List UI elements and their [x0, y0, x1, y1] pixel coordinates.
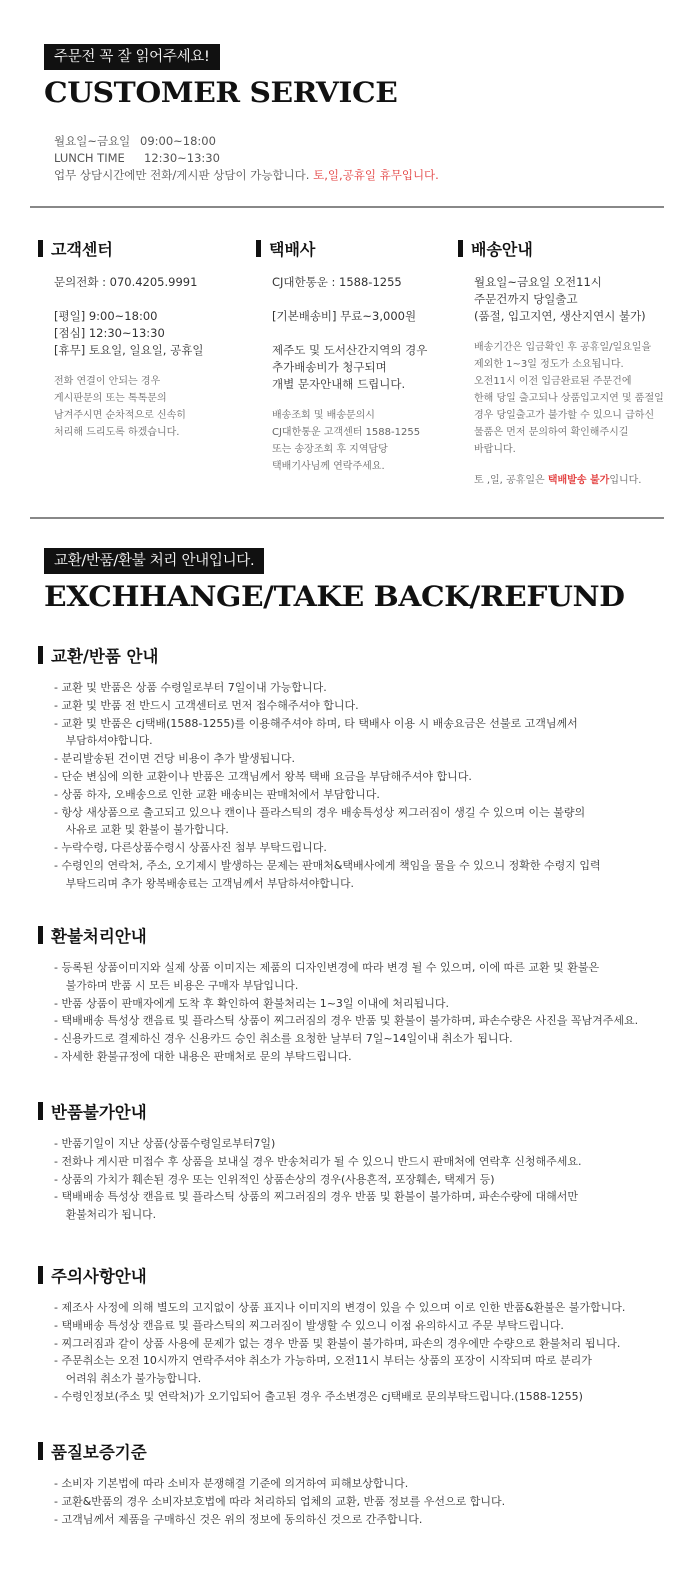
list-item: - 소비자 기본법에 따라 소비자 분쟁해결 기준에 의거하여 피해보상합니다.	[54, 1477, 409, 1490]
section-heading	[38, 644, 158, 666]
section-heading-label: 환불처리안내	[51, 927, 147, 946]
courier-fee: [기본배송비] 무료~3,000원	[272, 309, 417, 323]
list-item: - 택배배송 특성상 캔음료 및 플라스틱의 찌그러짐이 발생할 수 있으니 이점 유의하시고 주문 부탁드립니다.	[54, 1318, 564, 1332]
shipping-note-line: 바랍니다.	[474, 444, 516, 455]
list-item: - 상품의 가치가 훼손된 경우 또는 인위적인 상품손상의 경우(사용흔적, 포장훼손, 택제거 등)	[54, 1172, 495, 1186]
list-item: 부담하셔야합니다.	[65, 734, 153, 748]
section-heading	[38, 1264, 147, 1286]
courier-note-line: CJ대한통운 고객센터 1588-1255	[272, 427, 421, 438]
heading-bar	[38, 1266, 43, 1284]
no-shipping-label: 택배발송 불가	[547, 475, 610, 486]
courier-column	[256, 238, 456, 475]
section-heading	[38, 1100, 147, 1122]
courier-heading: 택배사	[256, 238, 456, 258]
service-closed: [휴무] 토요일, 일요일, 공휴일	[54, 343, 204, 357]
shipping-note-line: 제외한 1~3일 정도가 소요됩니다.	[474, 359, 624, 370]
list-item: - 누락수령, 다른상품수령시 상품사진 첨부 부탁드립니다.	[54, 841, 327, 855]
heading-bar	[38, 1102, 43, 1120]
hours-label: 월요일~금요일	[54, 134, 131, 148]
courier-island-line: 추가배송비가 청구되며	[272, 360, 387, 374]
heading-bar	[458, 240, 463, 257]
list-item: - 항상 새상품으로 출고되고 있으나 캔이나 플라스틱의 경우 배송특성상 찌그러짐이 생길 수 있으며 이는 불량의	[54, 805, 586, 819]
exchange-tag: 교환/반품/환불 처리 안내입니다.	[44, 548, 264, 574]
consult-notice: 업무 상담시간에만 전화/게시판 상담이 가능합니다.	[54, 168, 310, 182]
list-item: - 신용카드로 결제하신 경우 신용카드 승인 취소를 요청한 날부터 7일~14일이내 취소가 됩니다.	[54, 1032, 513, 1046]
section-heading-label: 교환/반품 안내	[51, 647, 159, 666]
service-note-line: 전화 연결이 안되는 경우	[54, 376, 161, 387]
courier-island-line: 제주도 및 도서산간지역의 경우	[272, 343, 428, 357]
hours-value: 09:00~18:00	[140, 134, 216, 148]
lunch-label: LUNCH TIME	[54, 151, 125, 165]
shipping-main-line: 월요일~금요일 오전11시	[474, 275, 602, 289]
section-heading-label: 반품불가안내	[51, 1103, 147, 1122]
courier-note-line: 택배기사님께 연락주세요.	[272, 461, 385, 472]
list-item: - 교환&반품의 경우 소비자보호법에 따라 처리하되 업체의 교환, 반품 정보를 우선으로 합니다.	[54, 1494, 506, 1508]
list-item: - 택배배송 특성상 캔음료 및 플라스틱 상품이 찌그러짐의 경우 반품 및 환불이 불가하며, 파손수량은 사진을 꼭남겨주세요.	[54, 1014, 639, 1028]
service-note-line: 처리해 드리도록 하겠습니다.	[54, 427, 180, 438]
shipping-note-line: 경우 당일출고가 불가할 수 있으니 급하신	[474, 410, 655, 421]
service-phone: 문의전화 : 070.4205.9991	[54, 275, 198, 289]
section-heading	[38, 924, 147, 946]
shipping-holiday-note: 토 ,일, 공휴일은 택배발송 불가입니다.	[474, 475, 642, 486]
courier-note-line: 또는 송장조회 후 지역담당	[272, 444, 388, 455]
courier-note-line: 배송조회 및 배송문의시	[272, 410, 375, 421]
list-item: - 전화나 게시판 미접수 후 상품을 보내실 경우 반송처리가 될 수 있으니 반드시 판매처에 연락후 신청해주세요.	[54, 1154, 582, 1168]
list-item: - 수령인정보(주소 및 연락처)가 오기입되어 출고된 경우 주소변경은 cj택배로 문의부탁드립니다.(1588-1255)	[54, 1389, 583, 1403]
section-list	[54, 1135, 674, 1224]
section-heading-label: 주의사항안내	[51, 1267, 147, 1286]
notice-tag: 주문전 꼭 잘 읽어주세요!	[44, 44, 220, 70]
courier-company: CJ대한통운 : 1588-1255	[272, 275, 402, 289]
list-item: - 제조사 사정에 의해 별도의 고지없이 상품 표지나 이미지의 변경이 있을 수 있으며 이로 인한 반품&환불은 불가합니다.	[54, 1301, 626, 1314]
section-list	[54, 959, 674, 1066]
shipping-main-line: 주문건까지 당일출고	[474, 292, 578, 306]
business-hours	[54, 133, 439, 184]
divider	[30, 517, 664, 519]
list-item: 사유로 교환 및 환불이 불가합니다.	[65, 823, 229, 837]
list-item: - 상품 하자, 오배송으로 인한 교환 배송비는 판매처에서 부담합니다.	[54, 787, 380, 801]
list-item: 불가하며 반품 시 모든 비용은 구매자 부담입니다.	[65, 978, 299, 992]
list-item: - 교환 및 반품은 cj택배(1588-1255)를 이용해주셔야 하며, 타 택배사 이용 시 배송요금은 선불로 고객님께서	[54, 716, 578, 730]
list-item: - 찌그러짐과 같이 상품 사용에 문제가 없는 경우 반품 및 환불이 불가하며, 파손의 경우에만 수량으로 환불처리 됩니다.	[54, 1336, 621, 1350]
service-lunch: [점심] 12:30~13:30	[54, 326, 165, 340]
shipping-column	[458, 238, 678, 489]
exchange-title: EXCHHANGE/TAKE BACK/REFUND	[44, 580, 625, 613]
list-item: - 교환 및 반품은 상품 수령일로부터 7일이내 가능합니다.	[54, 681, 327, 694]
list-item: 환불처리가 됩니다.	[65, 1208, 157, 1222]
courier-island-line: 개별 문자안내해 드립니다.	[272, 377, 406, 391]
section-list	[54, 1475, 674, 1528]
heading-bar	[256, 240, 261, 257]
list-item: - 고객님께서 제품을 구매하신 것은 위의 정보에 동의하신 것으로 간주합니다.	[54, 1512, 423, 1526]
service-center-column	[38, 238, 238, 441]
service-weekday: [평일] 9:00~18:00	[54, 309, 158, 323]
shipping-note-line: 배송기간은 입금확인 후 공휴일/일요일을	[474, 342, 652, 353]
shipping-note-line: 한해 당일 출고되나 상품입고지연 및 품절일	[474, 393, 664, 404]
list-item: - 교환 및 반품 전 반드시 고객센터로 먼저 접수해주셔야 합니다.	[54, 698, 359, 712]
heading-bar	[38, 240, 43, 257]
section-heading	[38, 1440, 147, 1462]
list-item: - 자세한 환불규정에 대한 내용은 판매처로 문의 부탁드립니다.	[54, 1049, 352, 1063]
section-heading-label: 품질보증기준	[51, 1443, 147, 1462]
list-item: - 수령인의 연락처, 주소, 오기제시 발생하는 문제는 판매처&택배사에게 책임을 물을 수 있으니 정확한 수령지 입력	[54, 858, 601, 872]
shipping-heading: 배송안내	[458, 238, 678, 258]
customer-service-title: CUSTOMER SERVICE	[44, 76, 398, 109]
service-note-line: 게시판문의 또는 톡톡문의	[54, 393, 167, 404]
closed-notice: 토,일,공휴일 휴무입니다.	[313, 168, 439, 182]
list-item: - 단순 변심에 의한 교환이나 반품은 고객님께서 왕복 택배 요금을 부담해주셔야 합니다.	[54, 769, 472, 783]
list-item: - 택배배송 특성상 캔음료 및 플라스틱 상품의 찌그러짐의 경우 반품 및 환불이 불가하며, 파손수량에 대해서만	[54, 1190, 578, 1204]
shipping-note-line: 물품은 먼저 문의하여 확인해주시길	[474, 427, 629, 438]
list-item: 부탁드리며 추가 왕복배송료는 고객님께서 부담하셔야합니다.	[65, 876, 354, 890]
service-center-heading: 고객센터	[38, 238, 238, 258]
shipping-main-line: (품절, 입고지연, 생산지연시 불가)	[474, 309, 646, 323]
service-note-line: 남겨주시면 순차적으로 신속히	[54, 410, 186, 421]
heading-bar	[38, 926, 43, 944]
list-item: - 분리발송된 건이면 건당 비용이 추가 발생됩니다.	[54, 752, 295, 766]
list-item: 어려워 취소가 불가능합니다.	[65, 1372, 202, 1386]
list-item: - 주문취소는 오전 10시까지 연락주셔야 취소가 가능하며, 오전11시 부터는 상품의 포장이 시작되며 따로 분리가	[54, 1354, 592, 1368]
section-list	[54, 679, 674, 893]
lunch-value: 12:30~13:30	[144, 151, 220, 165]
list-item: - 반품기일이 지난 상품(상품수령일로부터7일)	[54, 1137, 276, 1150]
shipping-note-line: 오전11시 이전 입금완료된 주문건에	[474, 376, 632, 387]
heading-bar	[38, 646, 43, 664]
heading-bar	[38, 1442, 43, 1460]
list-item: - 등록된 상품이미지와 실제 상품 이미지는 제품의 디자인변경에 따라 변경 될 수 있으며, 이에 따른 교환 및 환불은	[54, 961, 600, 974]
section-list	[54, 1299, 674, 1406]
list-item: - 반품 상품이 판매자에게 도착 후 확인하여 환불처리는 1~3일 이내에 처리됩니다.	[54, 996, 450, 1010]
divider	[30, 206, 664, 208]
